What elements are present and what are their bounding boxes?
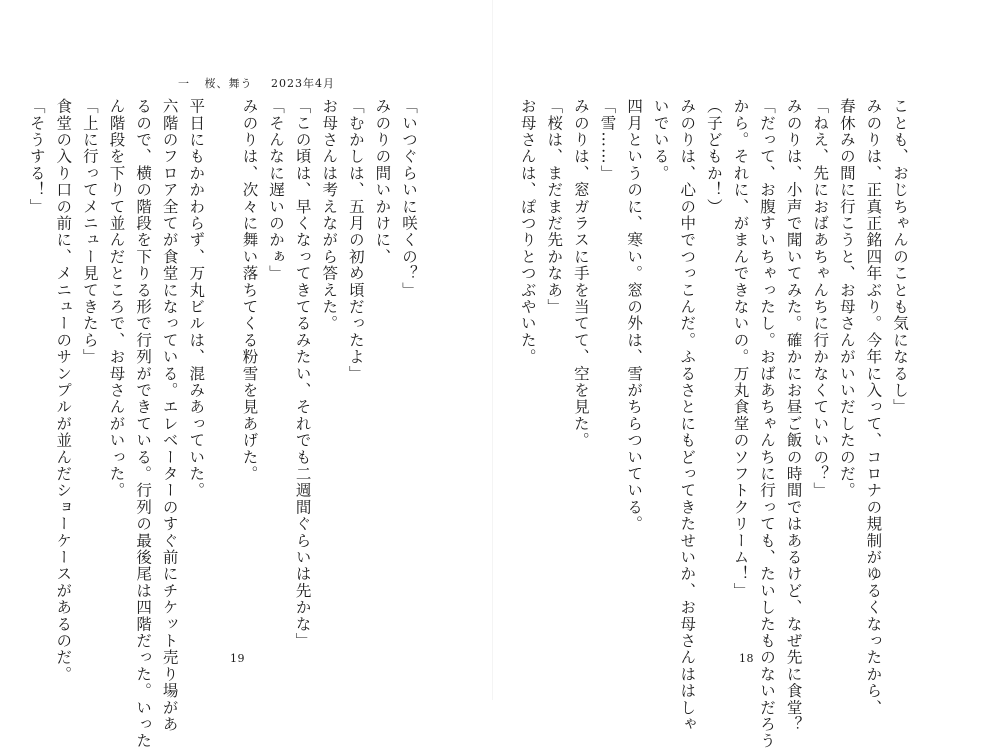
text-line: （子どもか！）	[704, 98, 723, 215]
running-head-date: 2023年4月	[271, 77, 335, 90]
text-line: 「いつぐらいに咲くの？」	[400, 98, 418, 299]
left-page	[0, 0, 492, 749]
text-line: 「ねえ、先におばあちゃんちに行かなくていいの？」	[811, 98, 830, 499]
page-number: 18	[739, 652, 754, 665]
running-head	[178, 75, 335, 91]
text-line: みのりの問いかけに、	[373, 98, 392, 265]
right-page	[492, 0, 985, 749]
text-line: 「そんなに遅いのかぁ」	[267, 98, 286, 282]
running-head-title: 桜、舞う	[204, 77, 253, 90]
text-line: いでいる。	[651, 98, 670, 182]
text-line: みのりは、次々に舞い落ちてくる粉雪を見あげた。	[240, 98, 259, 483]
text-line: 春休みの間に行こうと、お母さんがいいだしたのだ。	[837, 98, 856, 499]
text-line: 「だって、お腹すいちゃったし。おばあちゃんちに行っても、たいしたものないだろう	[758, 98, 777, 749]
text-line: ことも、おじちゃんのことも気になるし」	[891, 98, 909, 416]
text-line: みのりは、正真正銘四年ぶり。今年に入って、コロナの規制がゆるくなったから、	[864, 98, 883, 716]
text-line: お母さんは考えながら答えた。	[320, 98, 339, 332]
text-line: 「そうする！」	[27, 98, 46, 215]
text-line: 「上に行ってメニュー見てきたら」	[80, 98, 99, 366]
running-head-chapter: 一	[178, 77, 190, 90]
text-line: るので、横の階段を下りる形で行列ができている。行列の最後尾は四階だった。いった	[134, 98, 153, 749]
text-line: みのりは、窓ガラスに手を当てて、空を見た。	[571, 98, 590, 449]
text-line: から。それに、がまんできないの。万丸食堂のソフトクリーム！」	[731, 98, 750, 599]
text-line: ん階段を下りて並んだところで、お母さんがいった。	[107, 98, 126, 499]
text-line: お母さんは、ぽつりとつぶやいた。	[518, 98, 537, 366]
blank-line	[209, 98, 236, 623]
text-line: 平日にもかかわらず、万丸ビルは、混みあっていた。	[187, 98, 206, 499]
text-line: みのりは、心の中でつっこんだ。ふるさとにもどってきたせいか、お母さんははしゃ	[678, 98, 697, 733]
text-line: みのりは、小声で聞いてみた。確かにお昼ご飯の時間ではあるけど、なぜ先に食堂？	[784, 98, 803, 733]
page-number: 19	[230, 652, 245, 665]
text-line: 四月というのに、寒い。窓の外は、雪がちらついている。	[625, 98, 644, 533]
text-line: 「桜は、まだまだ先かなあ」	[545, 98, 564, 316]
text-line: 六階のフロア全てが食堂になっている。エレベーターのすぐ前にチケット売り場があ	[160, 98, 179, 733]
text-line: 「雪……」	[598, 98, 617, 182]
text-line: 「この頃は、早くなってきてるみたい、それでも二週間ぐらいは先かな」	[293, 98, 312, 650]
text-line: 「むかしは、五月の初め頃だったよ」	[346, 98, 365, 382]
text-line: 食堂の入り口の前に、メニューのサンプルが並んだショーケースがあるのだ。	[54, 98, 73, 683]
